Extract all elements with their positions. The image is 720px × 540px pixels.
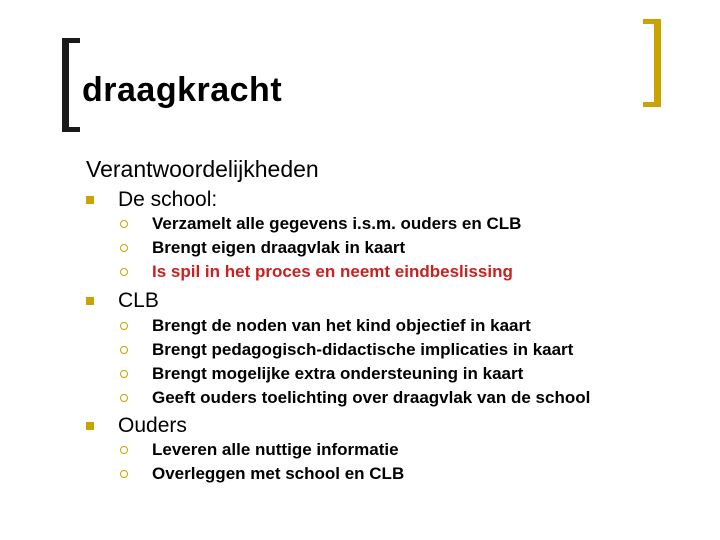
circle-bullet-icon — [120, 220, 128, 228]
section-label: De school: — [118, 188, 218, 211]
circle-bullet-icon — [120, 268, 128, 276]
circle-bullet-icon — [120, 322, 128, 330]
section-label: CLB — [118, 289, 159, 312]
list-item-text: Verzamelt alle gegevens i.s.m. ouders en CLB — [152, 214, 522, 233]
circle-bullet-icon — [120, 244, 128, 252]
right-bracket-bar — [654, 19, 661, 107]
slide-title: draagkracht — [82, 71, 283, 109]
list-item-text: Geeft ouders toelichting over draagvlak van de school — [152, 388, 591, 407]
circle-bullet-icon — [120, 446, 128, 454]
left-bracket-bar — [62, 38, 69, 132]
circle-bullet-icon — [120, 470, 128, 478]
left-bracket-top — [62, 38, 80, 43]
circle-bullet-icon — [120, 370, 128, 378]
list-item-text: Leveren alle nuttige informatie — [152, 440, 399, 459]
square-bullet-icon — [86, 297, 94, 305]
section-label: Ouders — [118, 414, 187, 437]
slide-heading: Verantwoordelijkheden — [86, 156, 319, 182]
left-bracket-bottom — [62, 127, 80, 132]
right-bracket-bottom — [643, 102, 661, 107]
circle-bullet-icon — [120, 394, 128, 402]
circle-bullet-icon — [120, 346, 128, 354]
list-item-text: Brengt eigen draagvlak in kaart — [152, 238, 406, 257]
right-bracket-top — [643, 19, 661, 24]
list-item-text: Is spil in het proces en neemt eindbeslissing — [152, 262, 513, 281]
list-item-text: Overleggen met school en CLB — [152, 464, 405, 483]
list-item-text: Brengt mogelijke extra ondersteuning in kaart — [152, 364, 524, 383]
square-bullet-icon — [86, 422, 94, 430]
list-item-text: Brengt pedagogisch-didactische implicaties in kaart — [152, 340, 574, 359]
square-bullet-icon — [86, 196, 94, 204]
list-item-text: Brengt de noden van het kind objectief in kaart — [152, 316, 531, 335]
